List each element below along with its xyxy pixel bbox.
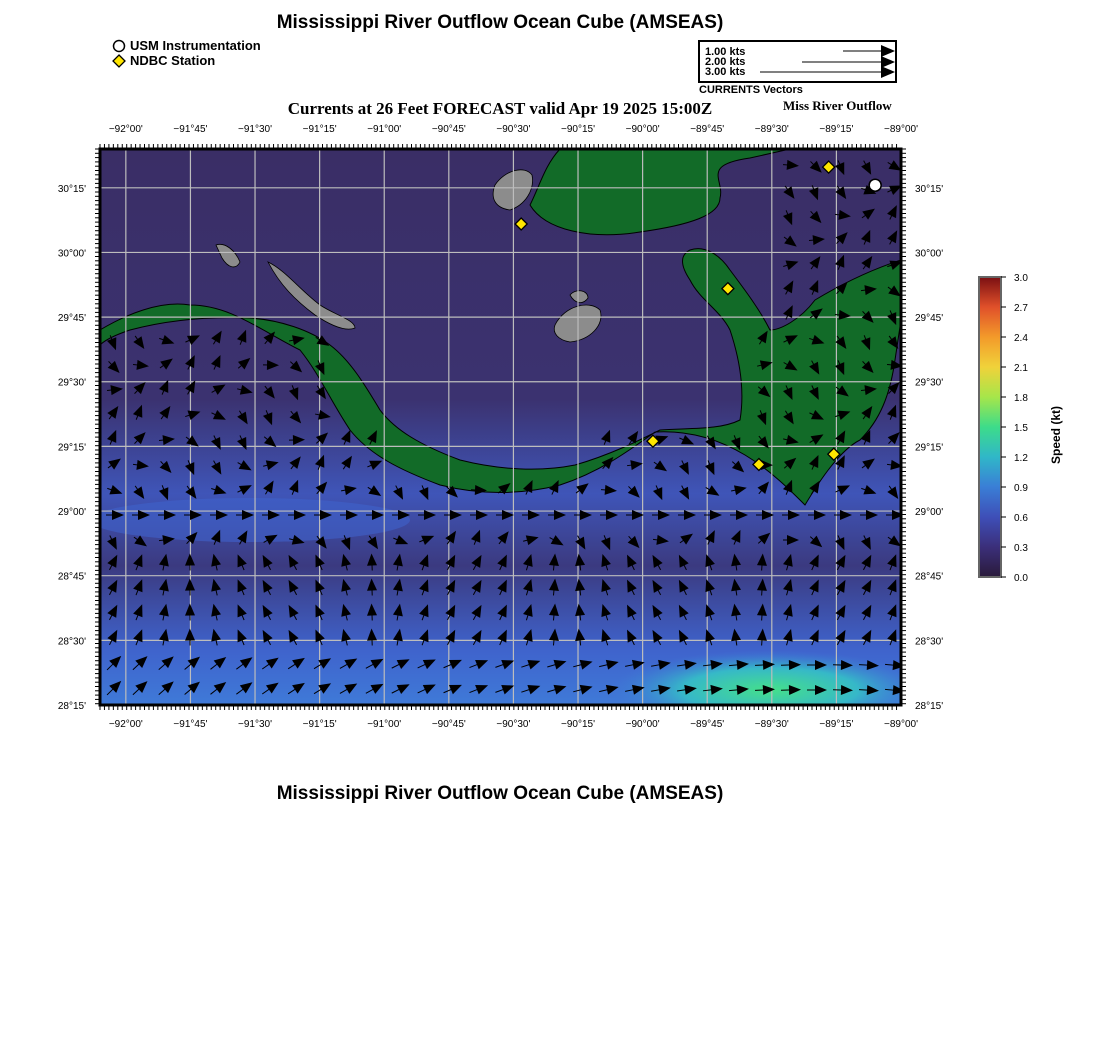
bottom-title: Mississippi River Outflow Ocean Cube (AMSEAS) xyxy=(276,783,724,804)
lon-tick-label: −92°00' xyxy=(108,719,143,730)
lon-tick-label: −89°00' xyxy=(884,124,918,135)
colorbar-tick-label: 2.1 xyxy=(1014,363,1028,374)
lat-tick-label: 28°15' xyxy=(915,701,944,712)
lat-tick-label: 30°15' xyxy=(915,183,944,195)
colorbar-tick-label: 2.4 xyxy=(1014,333,1028,344)
region-label: Miss River Outflow xyxy=(783,98,892,113)
lon-tick-label: −89°00' xyxy=(884,719,918,730)
colorbar-tick-label: 1.2 xyxy=(1014,453,1028,464)
lon-tick-label: −90°00' xyxy=(625,719,660,730)
lon-tick-label: −90°45' xyxy=(431,719,466,730)
lat-tick-label: 29°45' xyxy=(57,313,86,325)
colorbar-tick-label: 1.8 xyxy=(1014,393,1028,404)
lat-tick-label: 29°15' xyxy=(915,442,944,454)
map-subtitle: Currents at 26 Feet FORECAST valid Apr 19 2025 15:00Z xyxy=(287,99,713,118)
lat-tick-label: 29°00' xyxy=(915,507,944,519)
lon-tick-label: −90°30' xyxy=(496,719,531,730)
chart-title: Mississippi River Outflow Ocean Cube (AMSEAS) xyxy=(276,12,724,33)
lon-tick-label: −89°30' xyxy=(754,124,789,135)
lat-tick-label: 28°30' xyxy=(57,636,86,648)
lon-tick-label: −90°00' xyxy=(625,124,660,135)
lon-tick-label: −91°45' xyxy=(173,124,208,135)
colorbar-tick-label: 3.0 xyxy=(1014,273,1028,284)
lat-tick-label: 29°00' xyxy=(57,507,86,519)
colorbar-tick-label: 2.7 xyxy=(1014,303,1028,314)
lat-tick-label: 30°00' xyxy=(57,248,86,260)
lat-tick-label: 29°30' xyxy=(57,377,86,389)
colorbar-ticks xyxy=(1001,273,1028,584)
lon-tick-label: −89°45' xyxy=(690,124,725,135)
lon-tick-label: −90°45' xyxy=(431,124,466,135)
lat-tick-label: 29°15' xyxy=(57,442,86,454)
lat-tick-label: 29°45' xyxy=(915,313,944,325)
lon-tick-label: −91°15' xyxy=(302,719,337,730)
lon-tick-label: −91°00' xyxy=(367,719,402,730)
lon-tick-label: −90°15' xyxy=(561,719,596,730)
vector-key-row: 2.00 kts xyxy=(705,56,746,68)
lon-tick-label: −90°30' xyxy=(496,124,531,135)
usm-station-marker xyxy=(869,179,881,191)
lon-tick-label: −91°30' xyxy=(238,124,273,135)
lat-tick-label: 30°00' xyxy=(915,248,944,260)
lat-tick-label: 28°15' xyxy=(57,701,86,712)
legend-ndbc-label: NDBC Station xyxy=(130,53,216,68)
lon-tick-label: −89°15' xyxy=(819,719,854,730)
lat-tick-label: 28°30' xyxy=(915,636,944,648)
colorbar-tick-label: 0.0 xyxy=(1014,573,1028,584)
lon-tick-label: −89°30' xyxy=(754,719,789,730)
vector-key-caption: CURRENTS Vectors xyxy=(699,84,803,96)
lat-tick-label: 29°30' xyxy=(915,377,944,389)
vector-key-row: 3.00 kts xyxy=(705,66,746,78)
colorbar xyxy=(979,277,1001,577)
lon-tick-label: −92°00' xyxy=(108,124,143,135)
vector-key-row: 1.00 kts xyxy=(705,46,746,58)
lat-tick-label: 28°45' xyxy=(915,571,944,583)
colorbar-tick-label: 0.6 xyxy=(1014,513,1028,524)
lon-tick-label: −91°30' xyxy=(238,719,273,730)
colorbar-tick-label: 0.9 xyxy=(1014,483,1028,494)
lon-tick-label: −89°45' xyxy=(690,719,725,730)
lon-tick-label: −91°00' xyxy=(367,124,402,135)
colorbar-tick-label: 0.3 xyxy=(1014,543,1028,554)
lon-tick-label: −90°15' xyxy=(561,124,596,135)
lat-tick-label: 28°45' xyxy=(57,571,86,583)
lon-tick-label: −89°15' xyxy=(819,124,854,135)
lon-tick-label: −91°45' xyxy=(173,719,208,730)
colorbar-label: Speed (kt) xyxy=(1049,405,1064,465)
lat-tick-label: 30°15' xyxy=(57,183,86,195)
lon-tick-label: −91°15' xyxy=(302,124,337,135)
colorbar-tick-label: 1.5 xyxy=(1014,423,1028,434)
legend-usm-label: USM Instrumentation xyxy=(130,38,261,53)
